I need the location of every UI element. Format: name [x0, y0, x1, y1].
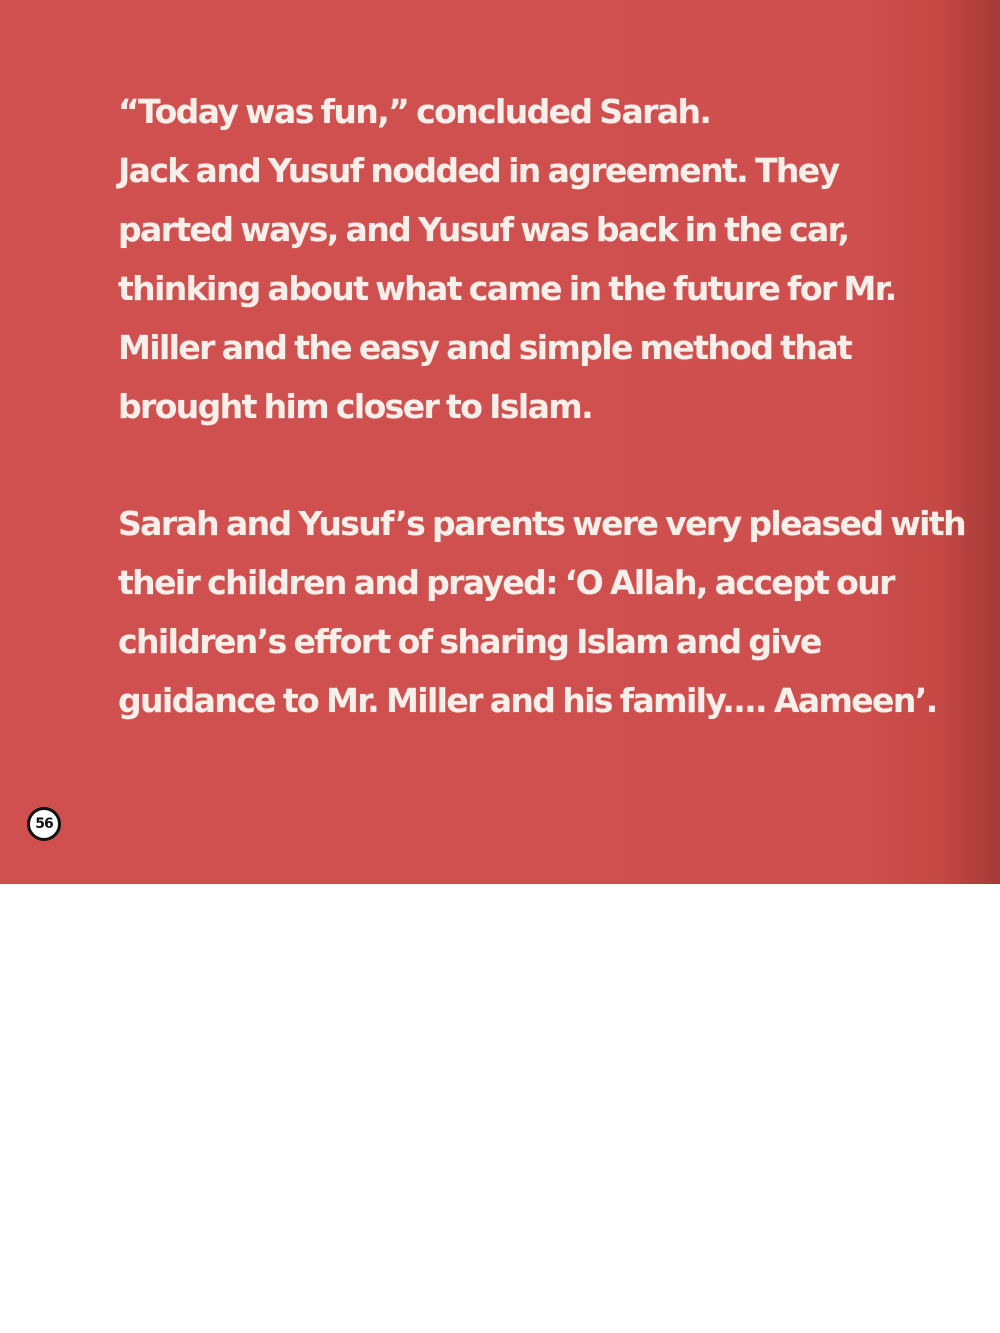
text-line: “Today was fun,” concluded Sarah.: [118, 92, 711, 131]
text-line: children’s effort of sharing Islam and give: [118, 622, 821, 661]
text-line: thinking about what came in the future for Mr.: [118, 269, 896, 308]
text-line: Jack and Yusuf nodded in agreement. They: [118, 151, 839, 190]
paragraph-2: [118, 494, 965, 730]
text-line: their children and prayed: ‘O Allah, accept our: [118, 563, 894, 602]
paragraph-1: [118, 82, 938, 436]
text-line: guidance to Mr. Miller and his family.... Aameen’.: [118, 681, 937, 720]
text-line: brought him closer to Islam.: [118, 387, 593, 426]
text-line: Sarah and Yusuf’s parents were very pleased with: [118, 504, 965, 543]
text-line: parted ways, and Yusuf was back in the car,: [118, 210, 849, 249]
page-number-badge: 56: [27, 807, 61, 841]
story-text: [118, 82, 965, 730]
text-line: Miller and the easy and simple method that: [118, 328, 852, 367]
